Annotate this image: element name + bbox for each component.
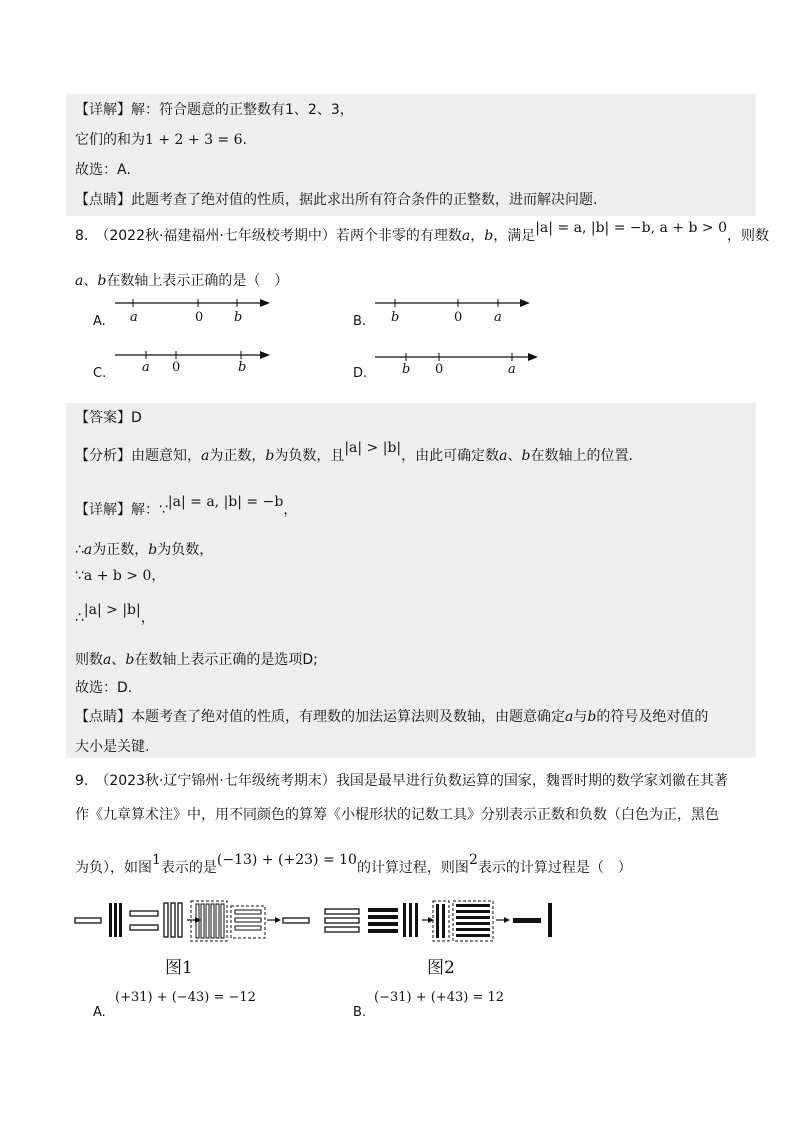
q8-option-a-label: A.: [93, 314, 106, 329]
q8-option-c-label: C.: [93, 366, 107, 381]
q9-figure-1: [75, 900, 325, 945]
q9-option-b-label: B.: [353, 1005, 367, 1020]
q9-option-b-expression: (−31) + (+43) = 12: [374, 990, 505, 1005]
q9-figure-2: [325, 900, 565, 945]
q8-option-a-mark-0: 0: [195, 310, 204, 325]
q9-figure-2-caption: 图2: [427, 958, 455, 978]
q7-comment: 【点睛】此题考查了绝对值的性质，据此求出所有符合条件的正整数，进而解决问题.: [75, 192, 598, 208]
q8-option-d-mark-b: b: [402, 362, 411, 377]
q9-stem-line3: 为负），如图1表示的是(−13) + (+23) = 10的计算过程，则图2表示的计算过程是（ ）: [75, 852, 632, 876]
q8-option-d-mark-a: a: [508, 362, 516, 377]
q7-choose: 故选：A.: [75, 162, 131, 178]
q9-option-a-label: A.: [93, 1005, 106, 1020]
q8-option-b-mark-0: 0: [454, 310, 463, 325]
q8-option-d-label: D.: [353, 366, 368, 381]
q9-figure-1-caption: 图1: [165, 958, 193, 978]
q8-analysis: 【分析】由题意知，a为正数，b为负数，且|a| > |b|，由此可确定数a、b在数轴上的位置.: [75, 440, 633, 464]
q8-step2: ∵a + b > 0，: [75, 568, 166, 584]
q9-stem-line1: 9. （2023秋·辽宁锦州·七年级统考期末）我国是最早进行负数运算的国家，魏晋时期的数学家刘徽在其著: [75, 773, 728, 789]
q7-sum: 它们的和为1 + 2 + 3 = 6.: [75, 132, 247, 148]
q8-option-b-mark-b: b: [391, 310, 400, 325]
q8-option-d-mark-0: 0: [435, 362, 444, 377]
q8-option-c-numberline: [115, 350, 275, 380]
q8-option-c-mark-b: b: [238, 360, 247, 375]
q8-stem-line2: a、b在数轴上表示正确的是（ ）: [75, 273, 289, 289]
q8-step1: ∴a为正数，b为负数，: [75, 542, 214, 558]
q8-comment-line2: 大小是关键.: [75, 739, 150, 755]
q8-option-c-mark-0: 0: [172, 360, 181, 375]
q8-choose: 故选：D.: [75, 680, 133, 696]
q8-option-a-mark-a: a: [130, 310, 138, 325]
q8-comment: 【点睛】本题考查了绝对值的性质，有理数的加法运算法则及数轴，由题意确定a与b的符号及绝对值的: [75, 709, 709, 725]
q7-detail: 【详解】解：符合题意的正整数有1、2、3，: [75, 102, 354, 118]
q8-conclusion: 则数a、b在数轴上表示正确的是选项D;: [75, 652, 318, 668]
q8-option-b-label: B.: [353, 314, 367, 329]
q8-answer: 【答案】D: [75, 410, 142, 426]
q8-option-d-numberline: [375, 352, 545, 382]
q8-option-a-mark-b: b: [234, 310, 243, 325]
q8-stem: 8. （2022秋·福建福州·七年级校考期中）若两个非零的有理数a，b，满足|a| = a, |b| = −b, a + b > 0，则数: [75, 220, 769, 244]
q9-stem-line2: 作《九章算术注》中，用不同颜色的算筹《小棍形状的记数工具》分别表示正数和负数（白色为正，黑色: [75, 807, 719, 823]
q9-option-a-expression: (+31) + (−43) = −12: [115, 990, 256, 1005]
q8-option-c-mark-a: a: [142, 360, 150, 375]
q8-condition: |a| = a, |b| = −b, a + b > 0: [535, 220, 727, 236]
q8-detail: 【详解】解：∵|a| = a, |b| = −b，: [75, 494, 298, 518]
q8-step3: ∴|a| > |b|，: [75, 602, 155, 626]
q8-option-b-mark-a: a: [494, 310, 502, 325]
